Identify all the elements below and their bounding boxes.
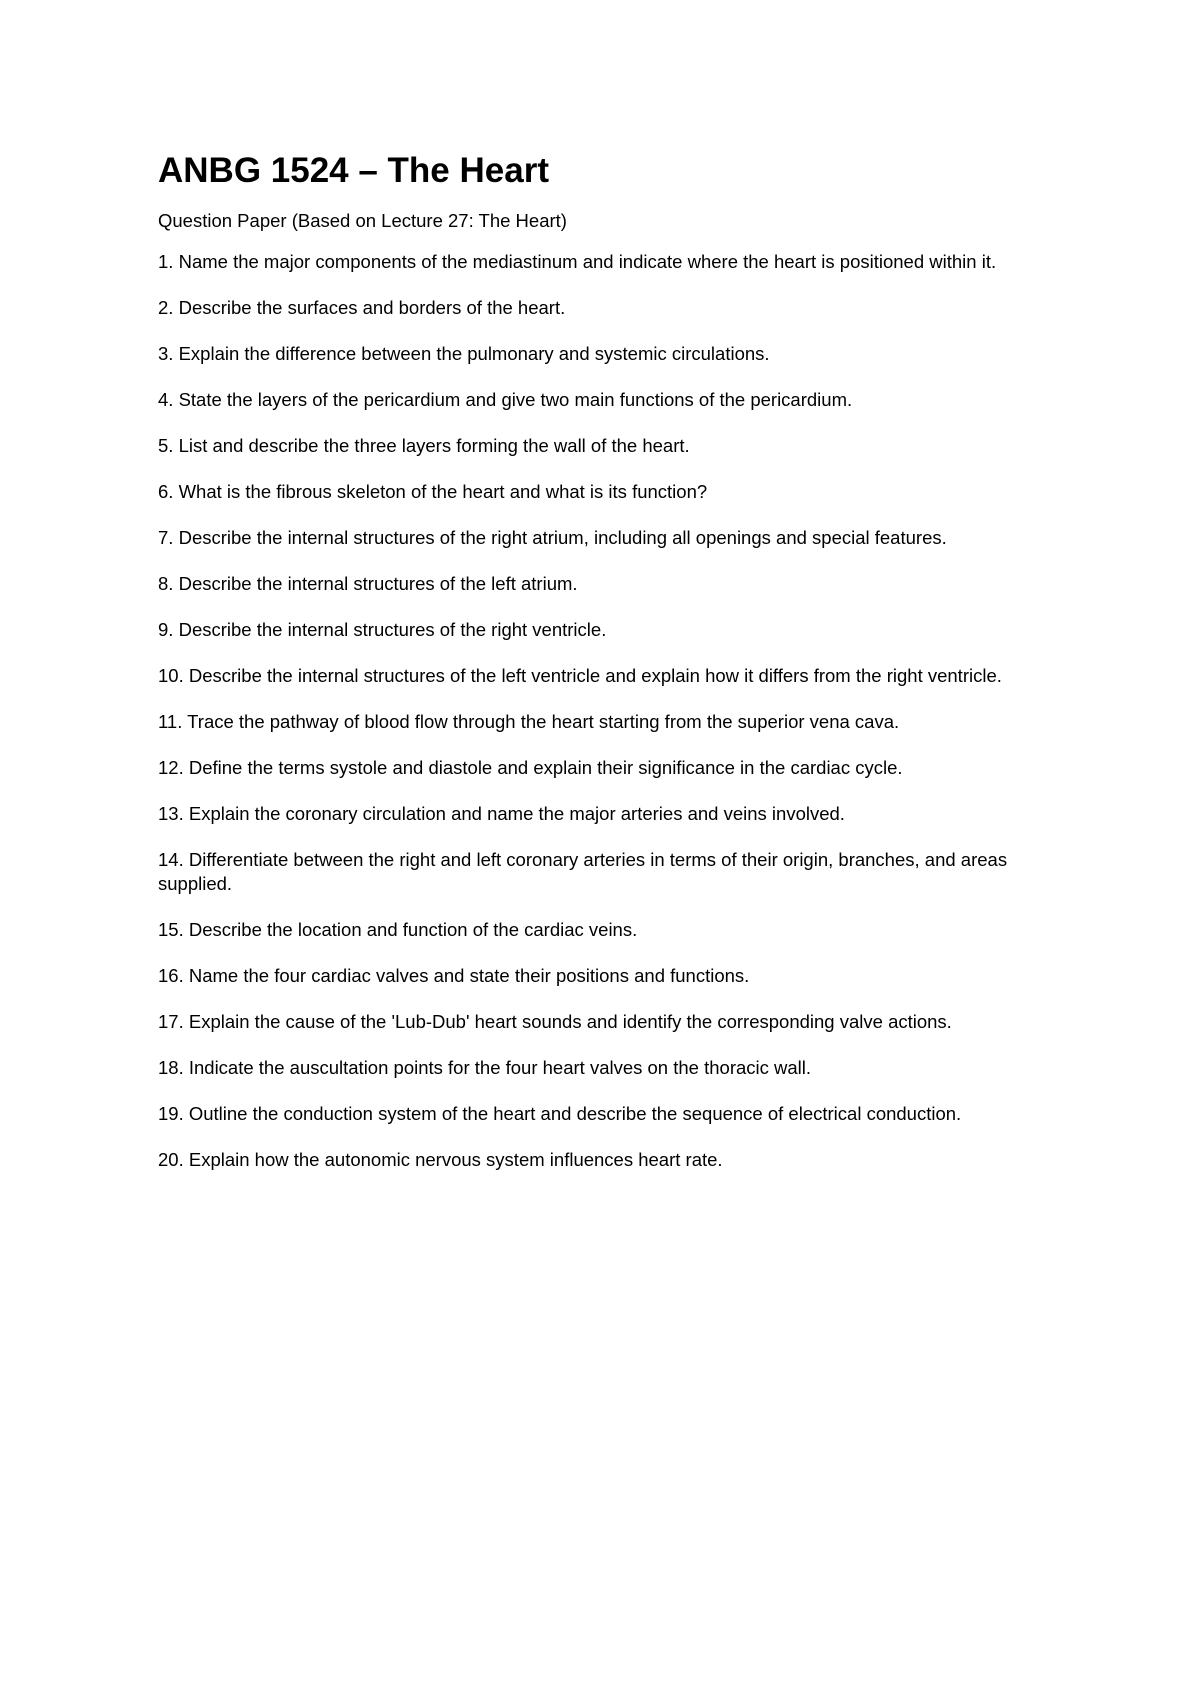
- question-item: [158, 1010, 1058, 1034]
- question-number: 17.: [158, 1010, 184, 1032]
- question-number: 12.: [158, 756, 184, 778]
- question-text: Describe the location and function of the cardiac veins.: [188, 918, 638, 940]
- question-number: 10.: [158, 664, 184, 686]
- question-text: Describe the internal structures of the left atrium.: [178, 572, 578, 594]
- question-item: [158, 918, 1058, 942]
- question-text: Explain the difference between the pulmonary and systemic circulations.: [178, 342, 770, 364]
- question-item: [158, 342, 1058, 366]
- question-text: Describe the internal structures of the right atrium, including all openings and special features.: [178, 526, 947, 548]
- question-number: 15.: [158, 918, 184, 940]
- question-text: Describe the internal structures of the left ventricle and explain how it differs from the right ventricle.: [188, 664, 1002, 686]
- question-number: 7.: [158, 526, 174, 548]
- question-number: 3.: [158, 342, 174, 364]
- question-text: Name the four cardiac valves and state their positions and functions.: [188, 964, 750, 986]
- page-subtitle: Question Paper (Based on Lecture 27: The Heart): [158, 209, 567, 231]
- question-item: [158, 664, 1058, 688]
- question-text: Name the major components of the mediastinum and indicate where the heart is positioned within it.: [178, 250, 997, 272]
- question-text: Outline the conduction system of the heart and describe the sequence of electrical conduction.: [188, 1102, 962, 1124]
- question-number: 19.: [158, 1102, 184, 1124]
- question-text: Indicate the auscultation points for the four heart valves on the thoracic wall.: [188, 1056, 812, 1078]
- question-item: [158, 710, 1058, 734]
- question-number: 4.: [158, 388, 174, 410]
- question-item: [158, 756, 1058, 780]
- question-item: [158, 250, 1058, 274]
- question-item: [158, 618, 1058, 642]
- page-title: ANBG 1524 – The Heart: [158, 151, 549, 190]
- question-number: 2.: [158, 296, 174, 318]
- question-text: Define the terms systole and diastole and explain their significance in the cardiac cycle.: [188, 756, 903, 778]
- question-number: 11.: [158, 710, 183, 732]
- document-content: [158, 152, 1058, 1194]
- question-text: Explain the cause of the 'Lub-Dub' heart sounds and identify the corresponding valve actions.: [188, 1010, 952, 1032]
- question-number: 13.: [158, 802, 184, 824]
- question-number: 5.: [158, 434, 174, 456]
- question-text: Describe the internal structures of the right ventricle.: [178, 618, 607, 640]
- question-text: Describe the surfaces and borders of the heart.: [178, 296, 566, 318]
- question-text: Explain how the autonomic nervous system influences heart rate.: [188, 1148, 723, 1170]
- question-item: [158, 434, 1058, 458]
- question-text: State the layers of the pericardium and give two main functions of the pericardium.: [178, 388, 853, 410]
- question-text: What is the fibrous skeleton of the heart and what is its function?: [178, 480, 708, 502]
- question-list: [158, 250, 1058, 1172]
- question-number: 8.: [158, 572, 174, 594]
- question-number: 20.: [158, 1148, 184, 1170]
- question-text: Trace the pathway of blood flow through the heart starting from the superior vena cava.: [187, 710, 900, 732]
- question-text: Explain the coronary circulation and name the major arteries and veins involved.: [188, 802, 845, 824]
- question-item: [158, 964, 1058, 988]
- question-text: Differentiate between the right and left coronary arteries in terms of their origin, branches, and areas supplied.: [158, 848, 1008, 894]
- question-text: List and describe the three layers forming the wall of the heart.: [178, 434, 690, 456]
- question-number: 16.: [158, 964, 184, 986]
- question-number: 1.: [158, 250, 174, 272]
- question-item: [158, 480, 1058, 504]
- question-item: [158, 1148, 1058, 1172]
- question-number: 14.: [158, 848, 184, 870]
- question-item: [158, 802, 1058, 826]
- question-number: 9.: [158, 618, 174, 640]
- question-number: 18.: [158, 1056, 184, 1078]
- question-number: 6.: [158, 480, 174, 502]
- question-item: [158, 848, 1058, 896]
- question-item: [158, 1056, 1058, 1080]
- question-item: [158, 572, 1058, 596]
- question-item: [158, 388, 1058, 412]
- question-item: [158, 1102, 1058, 1126]
- question-item: [158, 526, 1058, 550]
- question-item: [158, 296, 1058, 320]
